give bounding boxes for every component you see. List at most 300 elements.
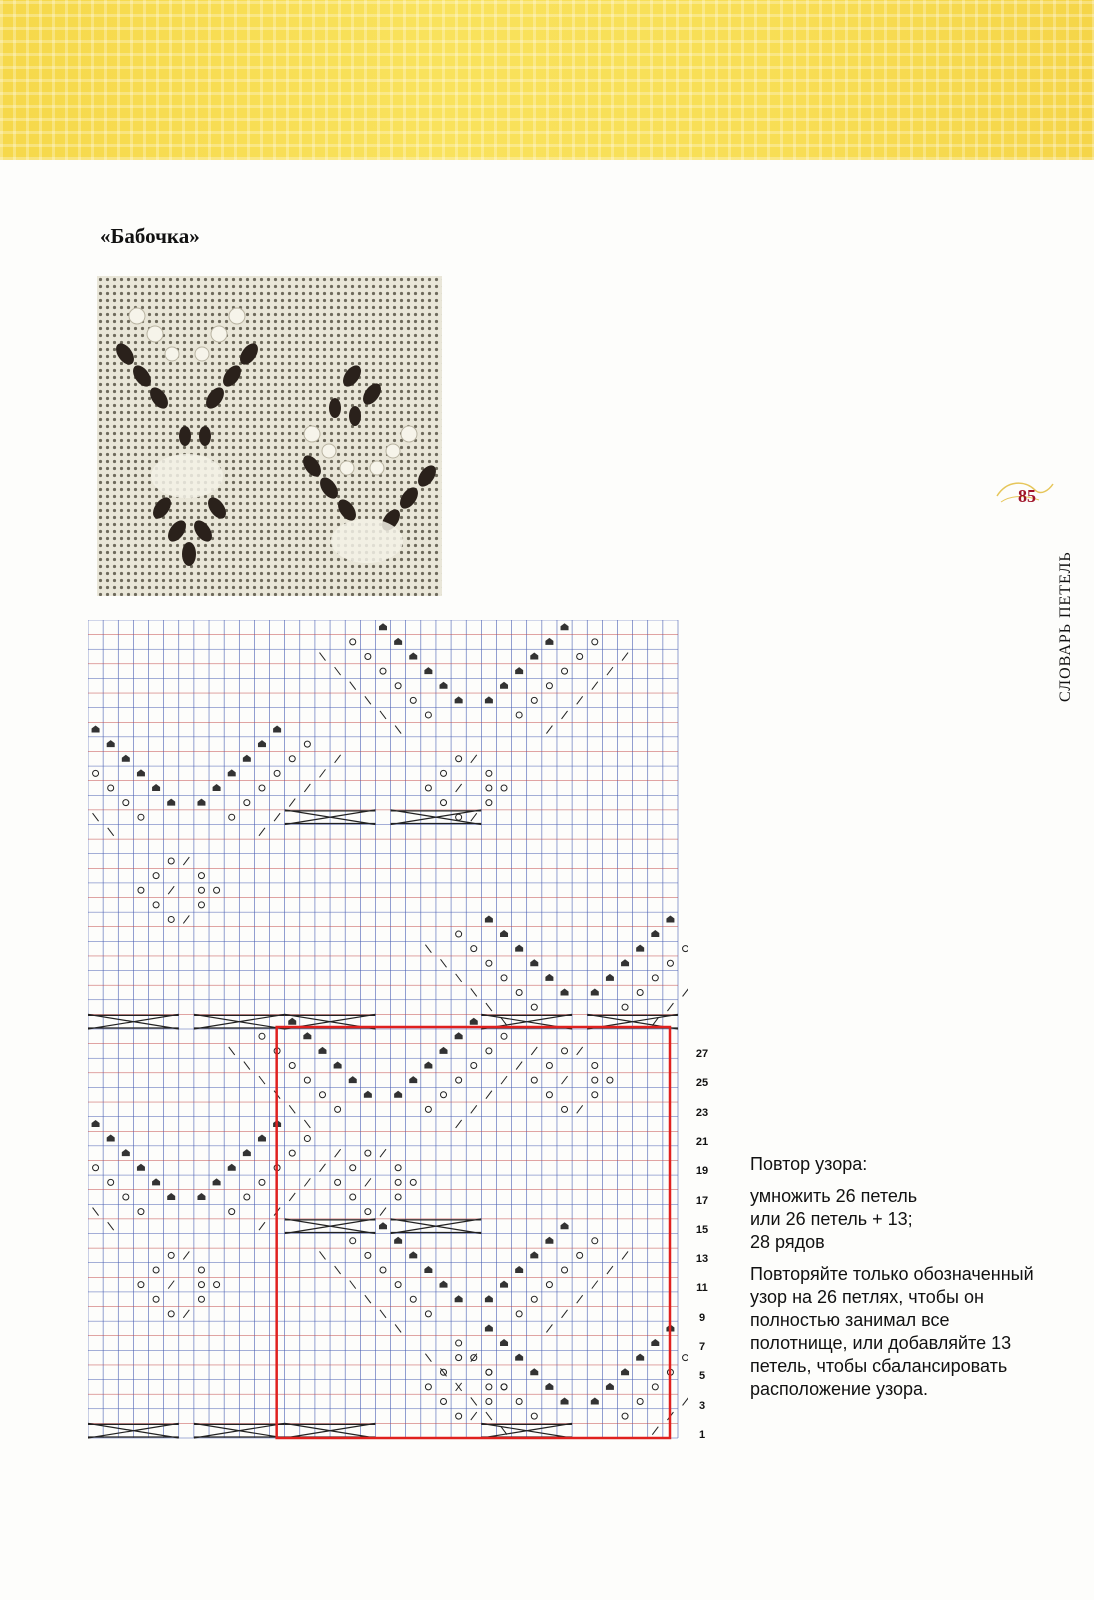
decrease-left-symbol bbox=[350, 1281, 356, 1289]
bobble-symbol bbox=[651, 930, 659, 937]
yarn-over-symbol bbox=[123, 1194, 129, 1200]
yarn-over-symbol bbox=[531, 1004, 537, 1010]
yarn-over-symbol bbox=[592, 639, 598, 645]
knitted-sample-photo bbox=[97, 276, 442, 596]
bobble-symbol bbox=[394, 638, 402, 645]
bobble-symbol bbox=[606, 1383, 614, 1390]
decrease-left-symbol bbox=[335, 667, 341, 675]
yarn-over-symbol bbox=[607, 1077, 613, 1083]
yarn-over-symbol bbox=[244, 800, 250, 806]
decrease-right-symbol bbox=[667, 1003, 673, 1011]
decrease-left-symbol bbox=[319, 1251, 325, 1259]
bobble-symbol bbox=[530, 959, 538, 966]
decrease-right-symbol bbox=[486, 1091, 492, 1099]
bobble-symbol bbox=[455, 1032, 463, 1039]
bobble-symbol bbox=[349, 1076, 357, 1083]
yarn-over-symbol bbox=[501, 975, 507, 981]
bobble-symbol bbox=[334, 1062, 342, 1069]
yarn-over-symbol bbox=[456, 1413, 462, 1419]
bobble-symbol bbox=[545, 974, 553, 981]
bobble-symbol bbox=[485, 915, 493, 922]
decrease-right-symbol bbox=[592, 1281, 598, 1289]
bobble-symbol bbox=[530, 653, 538, 660]
bobble-symbol bbox=[530, 1368, 538, 1375]
yarn-over-symbol bbox=[335, 1179, 341, 1185]
yarn-over-symbol bbox=[93, 1165, 99, 1171]
bobble-symbol bbox=[364, 1091, 372, 1098]
decrease-right-symbol bbox=[183, 1310, 189, 1318]
yarn-over-symbol bbox=[546, 1063, 552, 1069]
bobble-symbol bbox=[440, 1047, 448, 1054]
bobble-symbol bbox=[485, 696, 493, 703]
yarn-over-symbol bbox=[153, 1296, 159, 1302]
yarn-over-symbol bbox=[289, 1063, 295, 1069]
bobble-symbol bbox=[470, 1018, 478, 1025]
yarn-over-symbol bbox=[108, 785, 114, 791]
yarn-over-symbol bbox=[259, 1033, 265, 1039]
decrease-right-symbol bbox=[183, 857, 189, 865]
yarn-over-symbol bbox=[471, 1063, 477, 1069]
yarn-over-symbol bbox=[546, 683, 552, 689]
bobble-symbol bbox=[545, 638, 553, 645]
yarn-over-symbol bbox=[486, 1398, 492, 1404]
decrease-right-symbol bbox=[183, 1251, 189, 1259]
yarn-over-symbol bbox=[486, 1384, 492, 1390]
bobble-symbol bbox=[621, 1368, 629, 1375]
decrease-right-symbol bbox=[471, 755, 477, 763]
bobble-symbol bbox=[409, 653, 417, 660]
yarn-over-symbol bbox=[350, 1194, 356, 1200]
decrease-left-symbol bbox=[380, 711, 386, 719]
pattern-title: «Бабочка» bbox=[100, 224, 200, 248]
yarn-over-symbol bbox=[501, 785, 507, 791]
decrease-left-symbol bbox=[380, 1310, 386, 1318]
row-number: 1 bbox=[698, 1428, 706, 1441]
yarn-over-symbol bbox=[683, 1355, 688, 1361]
yarn-over-symbol bbox=[486, 1369, 492, 1375]
decrease-left-symbol bbox=[108, 828, 114, 836]
yarn-over-symbol bbox=[516, 1311, 522, 1317]
bobble-symbol bbox=[500, 930, 508, 937]
yarn-over-symbol bbox=[531, 1077, 537, 1083]
repeat-line-2: или 26 петель + 13; bbox=[750, 1209, 913, 1229]
bobble-symbol bbox=[424, 1266, 432, 1273]
decrease-left-symbol bbox=[395, 726, 401, 734]
row-number: 23 bbox=[695, 1106, 709, 1119]
decrease-left-symbol bbox=[365, 696, 371, 704]
bobble-symbol bbox=[288, 1018, 296, 1025]
bobble-symbol bbox=[228, 769, 236, 776]
yarn-over-symbol bbox=[441, 770, 447, 776]
bobble-symbol bbox=[515, 1266, 523, 1273]
yarn-over-symbol bbox=[410, 1179, 416, 1185]
yarn-over-symbol bbox=[486, 960, 492, 966]
decrease-right-symbol bbox=[456, 1120, 462, 1128]
decrease-right-symbol bbox=[577, 1047, 583, 1055]
bobble-symbol bbox=[591, 1397, 599, 1404]
yarn-over-symbol bbox=[425, 785, 431, 791]
row-number: 19 bbox=[695, 1165, 709, 1178]
yarn-over-symbol bbox=[683, 946, 688, 952]
bobble-symbol bbox=[243, 1149, 251, 1156]
bobble-symbol bbox=[515, 1354, 523, 1361]
yarn-over-symbol bbox=[198, 873, 204, 879]
repeat-line-1: умножить 26 петель bbox=[750, 1186, 918, 1206]
yarn-over-symbol bbox=[456, 814, 462, 820]
decrease-right-symbol bbox=[531, 1047, 537, 1055]
yarn-over-symbol bbox=[304, 1136, 310, 1142]
decrease-left-symbol bbox=[229, 1047, 235, 1055]
page-number: 85 bbox=[1018, 486, 1036, 506]
decrease-left-symbol bbox=[289, 1105, 295, 1113]
bobble-symbol bbox=[152, 1178, 160, 1185]
bobble-symbol bbox=[258, 1135, 266, 1142]
yarn-over-symbol bbox=[441, 1092, 447, 1098]
yarn-over-symbol bbox=[259, 785, 265, 791]
decrease-left-symbol bbox=[350, 682, 356, 690]
row-number: 21 bbox=[695, 1135, 709, 1148]
decrease-right-symbol bbox=[319, 769, 325, 777]
yarn-over-symbol bbox=[350, 1165, 356, 1171]
decrease-right-symbol bbox=[622, 653, 628, 661]
bobble-symbol bbox=[621, 959, 629, 966]
bobble-symbol bbox=[561, 988, 569, 995]
bobble-symbol bbox=[485, 1324, 493, 1331]
bobble-symbol bbox=[500, 1281, 508, 1288]
bobble-symbol bbox=[213, 784, 221, 791]
bobble-symbol bbox=[122, 755, 130, 762]
row-number: 17 bbox=[695, 1194, 709, 1207]
yarn-over-symbol bbox=[577, 1252, 583, 1258]
yarn-over-symbol bbox=[456, 1355, 462, 1361]
decrease-right-symbol bbox=[259, 1222, 265, 1230]
bobble-symbol bbox=[424, 667, 432, 674]
yarn-over-symbol bbox=[667, 960, 673, 966]
yarn-over-symbol bbox=[198, 887, 204, 893]
yarn-over-symbol bbox=[365, 654, 371, 660]
yarn-over-symbol bbox=[501, 1384, 507, 1390]
section-caption: СЛОВАРЬ ПЕТЕЛЬ bbox=[1057, 551, 1074, 702]
decrease-right-symbol bbox=[562, 711, 568, 719]
repeat-heading: Повтор узора: bbox=[750, 1154, 868, 1174]
yarn-over-symbol bbox=[138, 1209, 144, 1215]
decrease-right-symbol bbox=[622, 1251, 628, 1259]
bobble-symbol bbox=[561, 1397, 569, 1404]
yarn-over-symbol bbox=[425, 1106, 431, 1112]
row-number: 3 bbox=[698, 1399, 706, 1412]
decrease-right-symbol bbox=[471, 1105, 477, 1113]
bobble-symbol bbox=[213, 1178, 221, 1185]
yarn-over-symbol bbox=[395, 683, 401, 689]
decrease-left-symbol bbox=[93, 1208, 99, 1216]
decrease-left-symbol bbox=[395, 1324, 401, 1332]
bobble-symbol bbox=[258, 740, 266, 747]
decrease-right-symbol bbox=[289, 1193, 295, 1201]
yarn-over-symbol bbox=[652, 975, 658, 981]
yarn-over-symbol bbox=[168, 1311, 174, 1317]
yarn-over-symbol bbox=[425, 1384, 431, 1390]
decrease-left-symbol bbox=[365, 1295, 371, 1303]
yarn-over-symbol bbox=[395, 1282, 401, 1288]
bobble-symbol bbox=[424, 1062, 432, 1069]
decrease-right-symbol bbox=[683, 1397, 688, 1405]
decrease-left-symbol bbox=[441, 959, 447, 967]
yarn-over-symbol bbox=[441, 1398, 447, 1404]
yarn-over-symbol bbox=[577, 654, 583, 660]
decrease-left-symbol bbox=[471, 1397, 477, 1405]
row-number: 9 bbox=[698, 1311, 706, 1324]
yarn-over-symbol bbox=[516, 712, 522, 718]
top-decorative-band bbox=[0, 0, 1094, 160]
yarn-over-symbol bbox=[546, 1282, 552, 1288]
yarn-over-symbol bbox=[365, 1209, 371, 1215]
yarn-over-symbol bbox=[380, 1267, 386, 1273]
yarn-over-symbol bbox=[365, 1252, 371, 1258]
bobble-symbol bbox=[636, 1354, 644, 1361]
bobble-symbol bbox=[636, 945, 644, 952]
bobble-symbol bbox=[92, 1120, 100, 1127]
bobble-symbol bbox=[561, 623, 569, 630]
decrease-right-symbol bbox=[607, 1266, 613, 1274]
decrease-left-symbol bbox=[425, 1354, 431, 1362]
decrease-left-symbol bbox=[244, 1062, 250, 1070]
yarn-over-symbol bbox=[486, 1048, 492, 1054]
bobble-symbol bbox=[122, 1149, 130, 1156]
yarn-over-symbol bbox=[592, 1063, 598, 1069]
bobble-symbol bbox=[318, 1047, 326, 1054]
yarn-over-symbol bbox=[637, 989, 643, 995]
decrease-right-symbol bbox=[168, 1281, 174, 1289]
decrease-right-symbol bbox=[471, 1412, 477, 1420]
decrease-right-symbol bbox=[577, 1295, 583, 1303]
yarn-over-symbol bbox=[304, 1077, 310, 1083]
decrease-left-symbol bbox=[425, 945, 431, 953]
yarn-over-symbol bbox=[395, 1194, 401, 1200]
decrease-right-symbol bbox=[592, 682, 598, 690]
yarn-over-symbol bbox=[350, 1238, 356, 1244]
row-number: 7 bbox=[698, 1341, 706, 1353]
bobble-symbol bbox=[485, 1295, 493, 1302]
chart-symbols bbox=[88, 623, 688, 1448]
yarn-over-symbol bbox=[456, 756, 462, 762]
yarn-over-symbol bbox=[138, 814, 144, 820]
bobble-symbol bbox=[137, 769, 145, 776]
decrease-right-symbol bbox=[335, 1149, 341, 1157]
yarn-over-symbol bbox=[471, 946, 477, 952]
bobble-symbol bbox=[394, 1237, 402, 1244]
yarn-over-symbol bbox=[168, 1252, 174, 1258]
yarn-over-symbol bbox=[214, 887, 220, 893]
bobble-symbol bbox=[409, 1076, 417, 1083]
yarn-over-symbol bbox=[486, 770, 492, 776]
row-number: 25 bbox=[695, 1077, 709, 1090]
decrease-right-symbol bbox=[546, 726, 552, 734]
bobble-symbol bbox=[591, 988, 599, 995]
decrease-left-symbol bbox=[259, 1076, 265, 1084]
row-number: 13 bbox=[695, 1253, 709, 1266]
yarn-over-symbol bbox=[546, 1092, 552, 1098]
bobble-symbol bbox=[515, 945, 523, 952]
yarn-over-symbol bbox=[198, 1296, 204, 1302]
yarn-over-symbol bbox=[486, 800, 492, 806]
yarn-over-symbol bbox=[319, 1092, 325, 1098]
bobble-symbol bbox=[243, 755, 251, 762]
yarn-over-symbol bbox=[289, 1150, 295, 1156]
yarn-over-symbol bbox=[592, 1092, 598, 1098]
yarn-over-symbol bbox=[425, 712, 431, 718]
yarn-over-symbol bbox=[652, 1384, 658, 1390]
decrease-right-symbol bbox=[501, 1076, 507, 1084]
decrease-right-symbol bbox=[259, 828, 265, 836]
row-number: 27 bbox=[695, 1048, 709, 1060]
yarn-over-symbol bbox=[592, 1077, 598, 1083]
yarn-over-symbol bbox=[562, 1048, 568, 1054]
decrease-right-symbol bbox=[456, 784, 462, 792]
bobble-symbol bbox=[561, 1222, 569, 1229]
bobble-symbol bbox=[273, 726, 281, 733]
yarn-over-symbol bbox=[304, 741, 310, 747]
yarn-over-symbol bbox=[153, 873, 159, 879]
yarn-over-symbol bbox=[441, 800, 447, 806]
yarn-over-symbol bbox=[153, 902, 159, 908]
yarn-over-symbol bbox=[531, 1296, 537, 1302]
yarn-over-symbol bbox=[562, 1106, 568, 1112]
decrease-right-symbol bbox=[546, 1324, 552, 1332]
yarn-over-symbol bbox=[153, 1267, 159, 1273]
decrease-right-symbol bbox=[471, 813, 477, 821]
decrease-left-symbol bbox=[486, 1003, 492, 1011]
decrease-right-symbol bbox=[683, 988, 688, 996]
yarn-over-symbol bbox=[456, 931, 462, 937]
decrease-left-symbol bbox=[335, 1266, 341, 1274]
yarn-over-symbol bbox=[501, 1033, 507, 1039]
yarn-over-symbol bbox=[592, 1238, 598, 1244]
bobble-symbol bbox=[409, 1251, 417, 1258]
decrease-right-symbol bbox=[380, 1208, 386, 1216]
yarn-over-symbol bbox=[456, 1340, 462, 1346]
yarn-over-symbol bbox=[516, 1398, 522, 1404]
yarn-over-symbol bbox=[198, 1267, 204, 1273]
yarn-over-symbol bbox=[93, 770, 99, 776]
decrease-left-symbol bbox=[486, 1412, 492, 1420]
bobble-symbol bbox=[167, 1193, 175, 1200]
decrease-right-symbol bbox=[607, 667, 613, 675]
bobble-symbol bbox=[666, 915, 674, 922]
bobble-symbol bbox=[500, 682, 508, 689]
bobble-symbol bbox=[455, 696, 463, 703]
decrease-left-symbol bbox=[319, 653, 325, 661]
decrease-right-symbol bbox=[289, 799, 295, 807]
bobble-symbol bbox=[92, 726, 100, 733]
bobble-symbol bbox=[394, 1091, 402, 1098]
yarn-over-symbol bbox=[123, 800, 129, 806]
row-number: 15 bbox=[695, 1223, 709, 1236]
bobble-symbol bbox=[197, 799, 205, 806]
bobble-symbol bbox=[107, 740, 115, 747]
knitting-chart bbox=[88, 620, 688, 1448]
yarn-over-symbol bbox=[562, 668, 568, 674]
bobble-symbol bbox=[515, 667, 523, 674]
decrease-left-symbol bbox=[456, 974, 462, 982]
bobble-symbol bbox=[545, 1237, 553, 1244]
yarn-over-symbol bbox=[138, 1282, 144, 1288]
bobble-symbol bbox=[651, 1339, 659, 1346]
repeat-instructions: Повторяйте только обозначенный узор на 26 петлях, чтобы он полностью занимал все полотнище, или добавляйте 13 петель, чтобы сбалансировать расположение узора. bbox=[750, 1264, 1034, 1399]
yarn-over-symbol bbox=[198, 1282, 204, 1288]
bobble-symbol bbox=[440, 682, 448, 689]
yarn-over-symbol bbox=[531, 1413, 537, 1419]
decrease-right-symbol bbox=[380, 1149, 386, 1157]
yarn-over-symbol bbox=[380, 668, 386, 674]
decrease-right-symbol bbox=[304, 1178, 310, 1186]
bobble-symbol bbox=[500, 1339, 508, 1346]
yarn-over-symbol bbox=[289, 756, 295, 762]
decrease-right-symbol bbox=[168, 886, 174, 894]
yarn-over-symbol bbox=[365, 1150, 371, 1156]
decrease-right-symbol bbox=[652, 1427, 658, 1435]
yarn-over-symbol bbox=[622, 1004, 628, 1010]
bobble-symbol bbox=[379, 1222, 387, 1229]
yarn-over-symbol bbox=[395, 1165, 401, 1171]
yarn-over-symbol bbox=[531, 697, 537, 703]
decrease-right-symbol bbox=[319, 1164, 325, 1172]
yarn-over-symbol bbox=[168, 858, 174, 864]
yarn-over-symbol bbox=[335, 1106, 341, 1112]
bobble-symbol bbox=[228, 1164, 236, 1171]
yarn-over-symbol bbox=[486, 785, 492, 791]
decrease-right-symbol bbox=[577, 1105, 583, 1113]
bobble-symbol bbox=[152, 784, 160, 791]
decrease-right-symbol bbox=[516, 1062, 522, 1070]
yarn-over-symbol bbox=[350, 639, 356, 645]
yarn-over-symbol bbox=[395, 1179, 401, 1185]
pattern-info bbox=[750, 1153, 1050, 1410]
decrease-right-symbol bbox=[304, 784, 310, 792]
decrease-right-symbol bbox=[577, 696, 583, 704]
bobble-symbol bbox=[455, 1295, 463, 1302]
yarn-over-symbol bbox=[229, 1209, 235, 1215]
row-number: 11 bbox=[696, 1282, 708, 1295]
yarn-over-symbol bbox=[410, 1296, 416, 1302]
yarn-over-symbol bbox=[562, 1267, 568, 1273]
yarn-over-symbol bbox=[622, 1413, 628, 1419]
decrease-right-symbol bbox=[365, 1178, 371, 1186]
decrease-left-symbol bbox=[108, 1222, 114, 1230]
yarn-over-symbol bbox=[516, 989, 522, 995]
decrease-left-symbol bbox=[93, 813, 99, 821]
bobble-symbol bbox=[606, 974, 614, 981]
decrease-right-symbol bbox=[183, 915, 189, 923]
yarn-over-symbol bbox=[425, 1311, 431, 1317]
yarn-over-symbol bbox=[637, 1398, 643, 1404]
yarn-over-symbol bbox=[456, 1077, 462, 1083]
decrease-right-symbol bbox=[335, 755, 341, 763]
yarn-over-symbol bbox=[410, 697, 416, 703]
bobble-symbol bbox=[303, 1032, 311, 1039]
decrease-left-symbol bbox=[471, 988, 477, 996]
decrease-right-symbol bbox=[562, 1310, 568, 1318]
bobble-symbol bbox=[197, 1193, 205, 1200]
yarn-over-symbol bbox=[259, 1179, 265, 1185]
yarn-over-symbol bbox=[229, 814, 235, 820]
decrease-left-symbol bbox=[304, 1120, 310, 1128]
bobble-symbol bbox=[379, 623, 387, 630]
bobble-symbol bbox=[440, 1281, 448, 1288]
bobble-symbol bbox=[167, 799, 175, 806]
repeat-line-3: 28 рядов bbox=[750, 1232, 825, 1252]
yarn-over-symbol bbox=[108, 1179, 114, 1185]
bobble-symbol bbox=[530, 1251, 538, 1258]
